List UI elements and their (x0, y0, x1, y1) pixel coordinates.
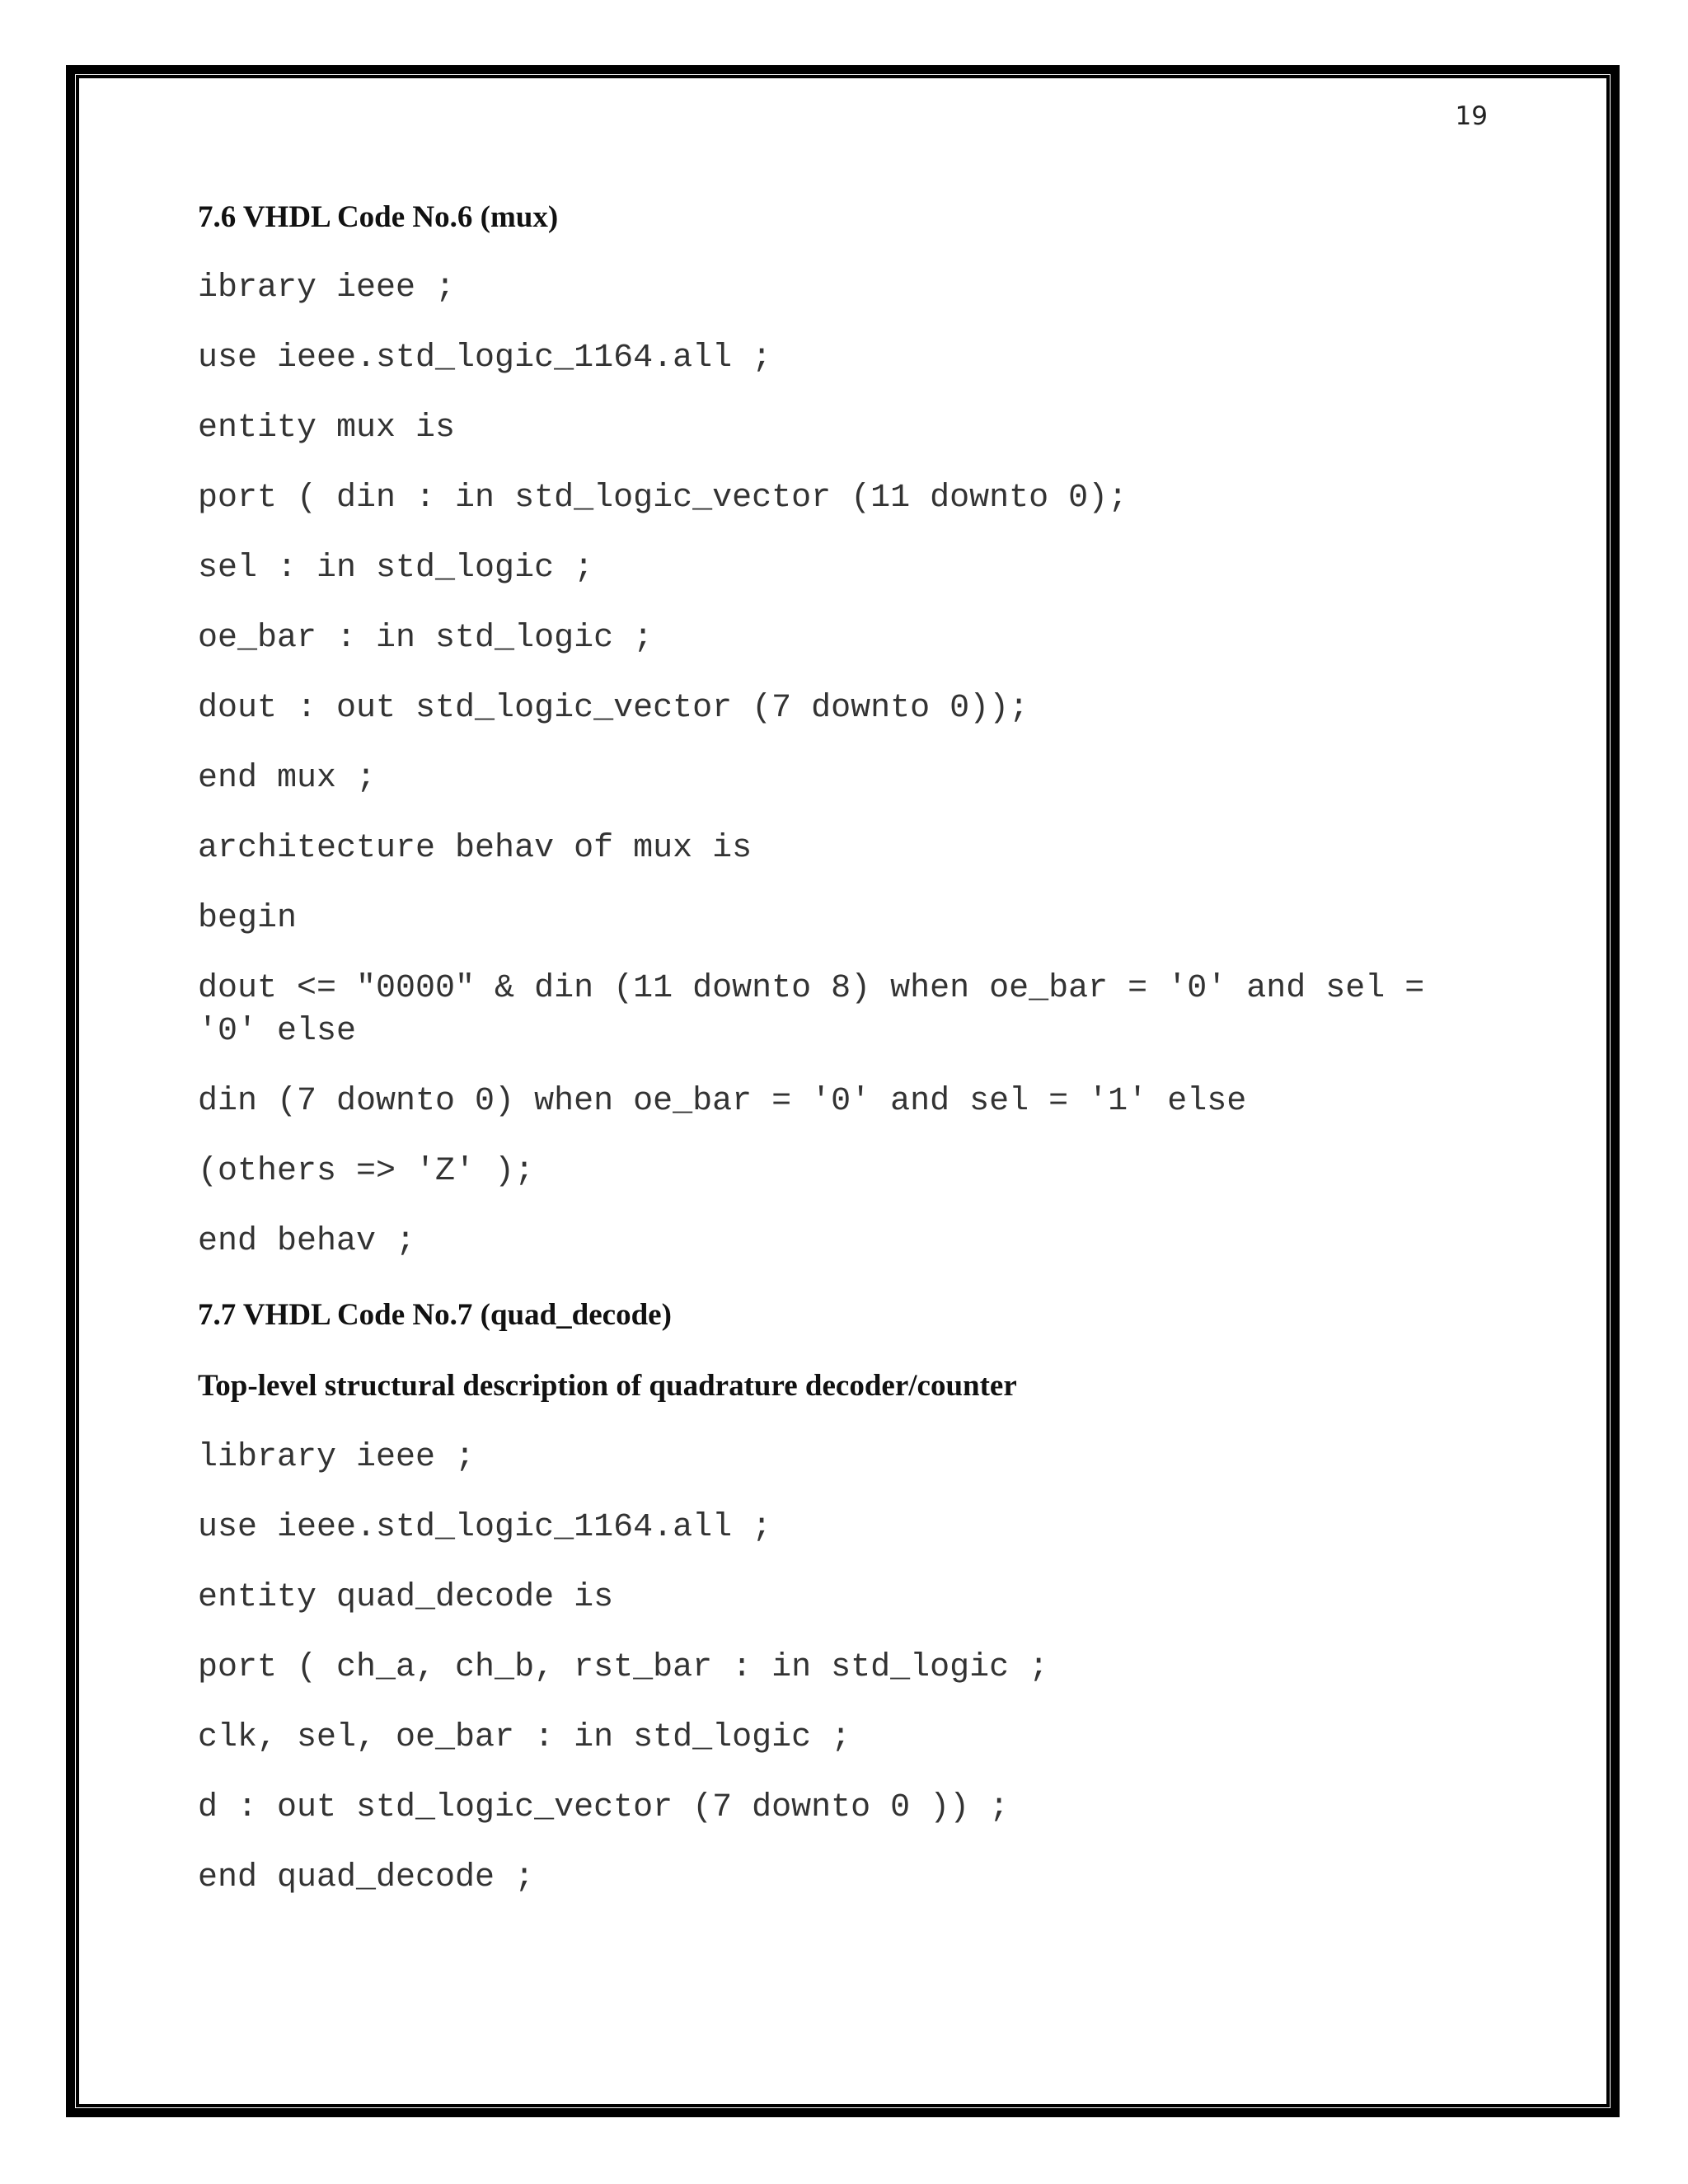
code-line: din (7 downto 0) when oe_bar = '0' and sel = '1' else (198, 1083, 1247, 1120)
code-line: use ieee.std_logic_1164.all ; (198, 1509, 772, 1546)
code-line: ibrary ieee ; (198, 269, 456, 307)
code-line: oe_bar : in std_logic ; (198, 620, 654, 657)
section-heading-quad-decode: 7.7 VHDL Code No.7 (quad_decode) (198, 1298, 672, 1332)
code-line: dout <= "0000" & din (11 downto 8) when oe_bar = '0' and sel = (198, 970, 1425, 1007)
code-line: end quad_decode ; (198, 1859, 535, 1896)
code-line: architecture behav of mux is (198, 830, 753, 867)
code-line: entity quad_decode is (198, 1579, 614, 1616)
code-line: use ieee.std_logic_1164.all ; (198, 340, 772, 377)
code-line: library ieee ; (198, 1439, 476, 1476)
code-line: dout : out std_logic_vector (7 downto 0)); (198, 690, 1029, 727)
code-line: entity mux is (198, 410, 456, 447)
code-line: clk, sel, oe_bar : in std_logic ; (198, 1719, 851, 1756)
code-line: port ( din : in std_logic_vector (11 downto 0); (198, 480, 1128, 517)
code-line: port ( ch_a, ch_b, rst_bar : in std_logic ; (198, 1649, 1049, 1686)
code-line: sel : in std_logic ; (198, 550, 594, 587)
code-line: (others => 'Z' ); (198, 1153, 535, 1190)
section-subheading: Top-level structural description of quadrature decoder/counter (198, 1369, 1017, 1403)
page-number: 19 (1455, 101, 1488, 131)
code-line: end mux ; (198, 760, 377, 797)
code-line: end behav ; (198, 1223, 416, 1260)
section-heading-mux: 7.6 VHDL Code No.6 (mux) (198, 200, 559, 234)
code-line: begin (198, 900, 298, 937)
code-line: d : out std_logic_vector (7 downto 0 )) ; (198, 1789, 1010, 1826)
code-line: '0' else (198, 1013, 357, 1050)
